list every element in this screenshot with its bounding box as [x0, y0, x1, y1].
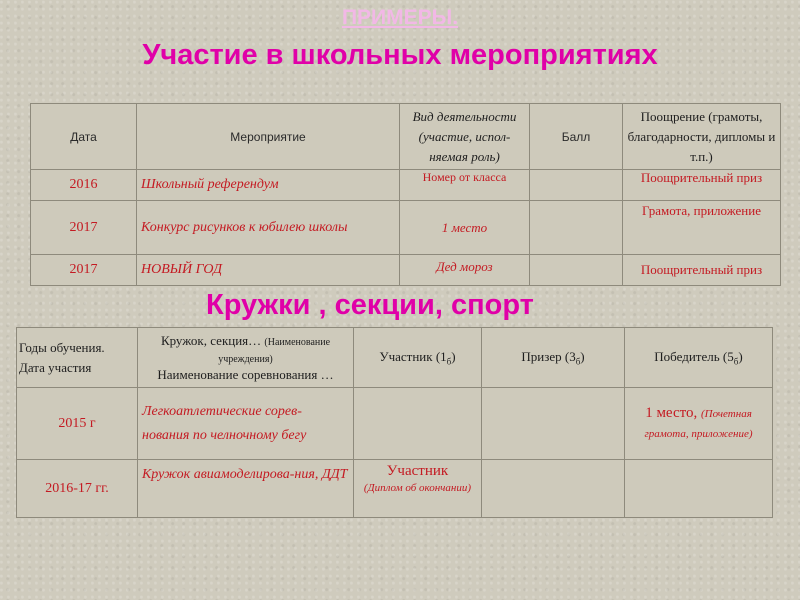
cell-participant-text: Участник [386, 463, 449, 479]
col-header-winner: Победитель $(5_б)$ [625, 328, 773, 388]
cell-winner-note: (Почетная грамота, приложение) [644, 408, 753, 440]
table-header-row [17, 328, 773, 388]
col-header-activity: Вид деятельности (участие, испол-няемая роль) [400, 104, 530, 170]
table-row [17, 460, 773, 518]
school-events-table [30, 103, 781, 286]
table-row [17, 388, 773, 460]
cell-score [530, 170, 623, 201]
cell-event: Школьный референдум [137, 170, 400, 201]
cell-participant-note: (Диплом об окончании) [363, 482, 472, 494]
cell-activity: Номер от класса [400, 170, 530, 201]
col-header-date: Дата [31, 104, 137, 170]
cell-prize [482, 388, 625, 460]
cell-reward: Поощрительный приз [623, 255, 781, 286]
col-header-score: Балл [530, 104, 623, 170]
cell-event: Конкурс рисунков к юбилею школы [137, 201, 400, 255]
table-row [31, 170, 781, 201]
section-title: Кружки , секции, спорт [206, 289, 534, 321]
page-title: Участие в школьных мероприятиях [142, 39, 658, 71]
col-header-club-line1: Кружок, секция… [160, 333, 265, 348]
col-header-prize: Призер $(3_б)$ [482, 328, 625, 388]
cell-year: 2015 г [17, 388, 138, 460]
cell-winner [625, 460, 773, 518]
table-row [31, 255, 781, 286]
cell-participant [354, 388, 482, 460]
cell-participant [354, 460, 482, 518]
cell-activity: 1 место [400, 201, 530, 255]
col-header-club-note: (Наименование учреждения) [218, 337, 331, 365]
cell-name: Кружок авиамоделирова-ния, ДДТ [138, 460, 354, 518]
cell-prize [482, 460, 625, 518]
cell-year: 2016-17 гг. [17, 460, 138, 518]
col-header-club-line2: Наименование соревнования … [157, 367, 334, 382]
cell-name: Легкоатлетические сорев-нования по челночному бегу [138, 388, 354, 460]
col-header-participant: Участник $(1_б)$ [354, 328, 482, 388]
cell-activity: Дед мороз [400, 255, 530, 286]
cell-winner-text: 1 место, [645, 405, 701, 421]
col-header-club [138, 328, 354, 388]
col-header-reward: Поощрение (грамоты, благодарности, дипломы и т.п.) [623, 104, 781, 170]
cell-score [530, 255, 623, 286]
table-row [31, 201, 781, 255]
cell-reward: Поощрительный приз [623, 170, 781, 201]
col-header-years [17, 328, 138, 388]
col-header-years-line2: Дата участия [19, 359, 92, 375]
cell-score [530, 201, 623, 255]
col-header-event: Мероприятие [137, 104, 400, 170]
cell-date: 2017 [31, 201, 137, 255]
cell-winner [625, 388, 773, 460]
cell-date: 2017 [31, 255, 137, 286]
cell-reward: Грамота, приложение [623, 201, 781, 255]
col-header-years-line1: Годы обучения. [19, 339, 105, 355]
cell-event: НОВЫЙ ГОД [137, 255, 400, 286]
cell-date: 2016 [31, 170, 137, 201]
examples-heading: ПРИМЕРЫ. [341, 6, 459, 29]
clubs-sports-table [16, 327, 773, 518]
table-header-row [31, 104, 781, 170]
